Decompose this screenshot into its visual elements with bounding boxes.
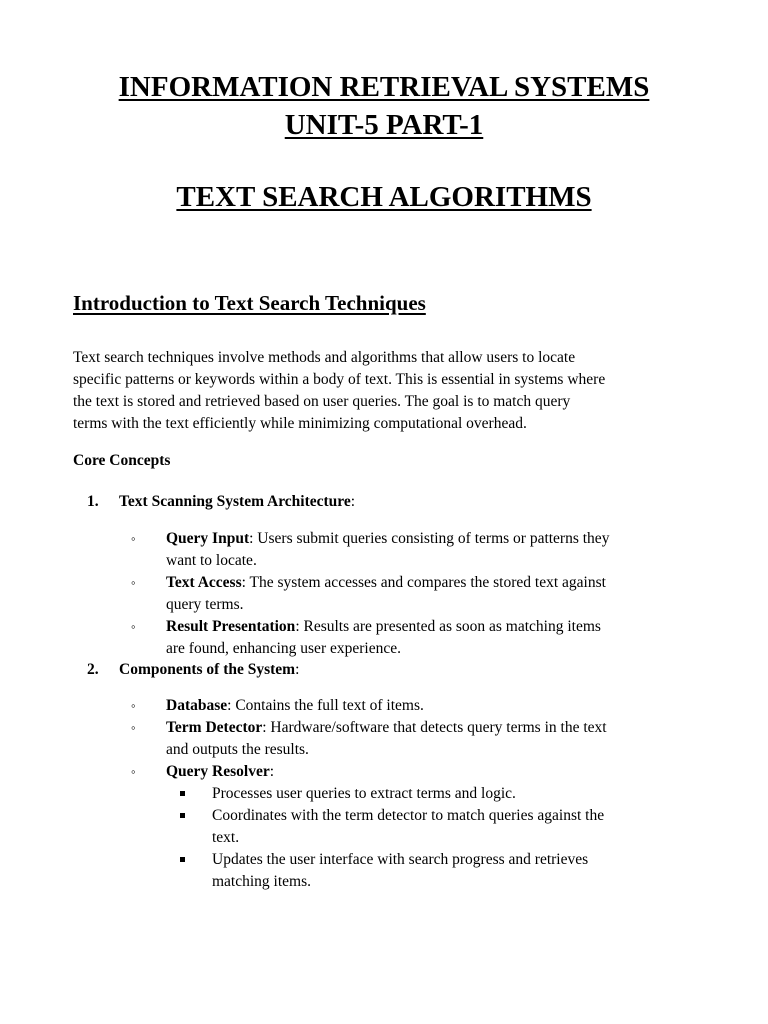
term-label: Text Access bbox=[166, 574, 242, 591]
list-item-query-input bbox=[131, 528, 691, 572]
hollow-bullet-icon: ◦ bbox=[131, 764, 136, 779]
resolver-point-text: Processes user queries to extract terms and logic. bbox=[212, 785, 516, 802]
resolver-point-text-cont: matching items. bbox=[212, 873, 312, 890]
document-title-line-3: TEXT SEARCH ALGORITHMS bbox=[176, 181, 592, 213]
term-label: Result Presentation bbox=[166, 618, 296, 635]
term-label: Query Input bbox=[166, 530, 250, 547]
hollow-bullet-icon: ◦ bbox=[131, 531, 136, 546]
resolver-point-1 bbox=[180, 783, 700, 805]
hollow-bullet-icon: ◦ bbox=[131, 619, 136, 634]
numbered-item-2 bbox=[87, 659, 299, 681]
intro-line: terms with the text efficiently while minimizing computational overhead. bbox=[73, 415, 527, 432]
resolver-point-2 bbox=[180, 805, 700, 849]
list-item-term-detector bbox=[131, 717, 691, 761]
item-label: Components of the System bbox=[119, 661, 296, 678]
square-bullet-icon bbox=[180, 791, 185, 796]
hollow-bullet-icon: ◦ bbox=[131, 698, 136, 713]
term-description: : Users submit queries consisting of terms or patterns they bbox=[249, 530, 610, 547]
item-suffix: : bbox=[350, 493, 356, 510]
intro-paragraph bbox=[73, 347, 698, 435]
intro-line: the text is stored and retrieved based on user queries. The goal is to match query bbox=[73, 393, 571, 410]
term-description: : The system accesses and compares the stored text against bbox=[241, 574, 606, 591]
term-label: Term Detector bbox=[166, 719, 263, 736]
document-title-line-1: INFORMATION RETRIEVAL SYSTEMS bbox=[118, 71, 650, 103]
item-number: 2. bbox=[87, 661, 99, 678]
item-number: 1. bbox=[87, 493, 99, 510]
intro-line: specific patterns or keywords within a body of text. This is essential in systems where bbox=[73, 371, 606, 388]
resolver-point-3 bbox=[180, 849, 700, 893]
numbered-item-1 bbox=[87, 491, 355, 513]
section-heading: Introduction to Text Search Techniques bbox=[73, 291, 426, 315]
square-bullet-icon bbox=[180, 813, 185, 818]
resolver-point-text: Coordinates with the term detector to match queries against the bbox=[212, 807, 605, 824]
hollow-bullet-icon: ◦ bbox=[131, 720, 136, 735]
intro-line: Text search techniques involve methods and algorithms that allow users to locate bbox=[73, 349, 576, 366]
item-suffix: : bbox=[295, 661, 300, 678]
hollow-bullet-icon: ◦ bbox=[131, 575, 136, 590]
term-description-cont: want to locate. bbox=[166, 552, 257, 569]
document-title-line-2: UNIT-5 PART-1 bbox=[284, 109, 484, 141]
resolver-point-text-cont: text. bbox=[212, 829, 240, 846]
term-description: : Contains the full text of items. bbox=[227, 697, 424, 714]
list-item-text-access bbox=[131, 572, 691, 616]
term-label: Query Resolver bbox=[166, 763, 270, 780]
core-concepts-heading: Core Concepts bbox=[73, 452, 171, 469]
term-description: : Results are presented as soon as matching items bbox=[295, 618, 601, 635]
term-description-cont: are found, enhancing user experience. bbox=[166, 640, 401, 657]
term-description: : bbox=[269, 763, 275, 780]
term-description: : Hardware/software that detects query terms in the text bbox=[262, 719, 607, 736]
item-label: Text Scanning System Architecture bbox=[119, 493, 351, 510]
resolver-point-text: Updates the user interface with search progress and retrieves bbox=[212, 851, 589, 868]
term-description-cont: query terms. bbox=[166, 596, 244, 613]
list-item-database bbox=[131, 695, 691, 717]
term-label: Database bbox=[166, 697, 228, 714]
term-description-cont: and outputs the results. bbox=[166, 741, 309, 758]
list-item-result-presentation bbox=[131, 616, 691, 660]
list-item-query-resolver bbox=[131, 761, 691, 783]
square-bullet-icon bbox=[180, 857, 185, 862]
